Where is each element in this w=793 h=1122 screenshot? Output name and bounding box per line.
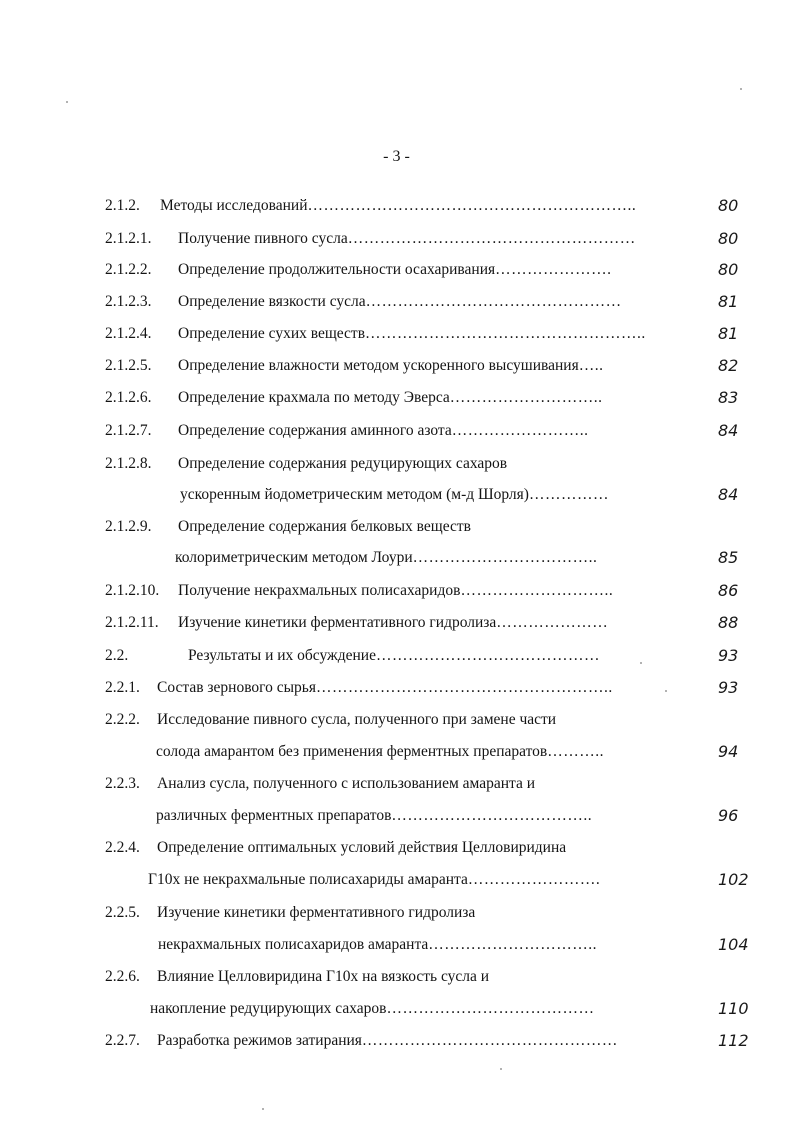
toc-leader-dots: ……………………….. (449, 389, 603, 406)
page-number: - 3 - (383, 148, 410, 165)
toc-entry-title (178, 323, 646, 345)
toc-leader-dots: ……………………….. (460, 582, 614, 599)
toc-entry-title-text: Изучение кинетики ферментативного гидролиза (157, 904, 476, 921)
toc-page-number: 83 (718, 388, 739, 407)
toc-entry-number: 2.1.2.2. (105, 261, 152, 278)
toc-entry-title (156, 741, 604, 763)
toc-entry-title-text: Получение некрахмальных полисахаридов (178, 582, 461, 599)
toc-leader-dots: …………………………………… (375, 647, 600, 664)
scan-speck (665, 690, 667, 692)
toc-entry-title-text: Определение оптимальных условий действия Целловиридина (157, 839, 567, 856)
scan-speck (262, 1108, 264, 1110)
toc-entry-number: 2.2.2. (105, 711, 140, 728)
toc-entry-title (157, 773, 535, 795)
toc-entry-title (148, 869, 600, 891)
toc-leader-dots: …………………………………………………….. (307, 197, 637, 214)
toc-entry-number: 2.2.3. (105, 775, 140, 792)
toc-entry-title (157, 709, 556, 731)
toc-leader-dots: …………………………………………….. (365, 325, 646, 342)
toc-entry-title (178, 355, 603, 377)
toc-entry-title (178, 516, 471, 538)
toc-entry-title-text: Определение крахмала по методу Эверса (178, 389, 450, 406)
toc-leader-dots: ………………………………………… (365, 293, 622, 310)
toc-entry-number: 2.1.2.8. (105, 455, 152, 472)
toc-entry-title (178, 228, 636, 250)
toc-entry-title (180, 484, 609, 506)
toc-entry-title (188, 645, 600, 667)
toc-entry-title-text: солода амарантом без применения ферментных препаратов (156, 743, 548, 760)
toc-entry-title-text: колориметрическим методом Лоури (175, 549, 413, 566)
toc-entry-title-text: накопление редуцирующих сахаров (150, 1000, 387, 1017)
toc-entry-title-text: Определение содержания редуцирующих сахаров (178, 455, 508, 472)
toc-entry-title (158, 934, 597, 956)
toc-entry-title-text: Определение продолжительности осахаривания (178, 261, 496, 278)
toc-leader-dots: ……………………………….. (391, 807, 593, 824)
toc-page-number: 93 (718, 678, 739, 697)
toc-entry-title (175, 547, 597, 569)
toc-entry-title (150, 998, 595, 1020)
toc-leader-dots: ………………………………… (386, 1000, 595, 1017)
scan-speck (640, 662, 642, 664)
toc-entry-title-text: Определение влажности методом ускоренного высушивания (178, 357, 579, 374)
toc-entry-title (178, 580, 613, 602)
toc-entry-title-text: Изучение кинетики ферментативного гидролиза (178, 614, 497, 631)
toc-page-number: 85 (718, 548, 739, 567)
toc-entry-number: 2.1.2.9. (105, 518, 152, 535)
scan-speck (740, 88, 742, 90)
toc-entry-title-text: Определение содержания аминного азота (178, 422, 452, 439)
toc-entry-number: 2.1.2.7. (105, 422, 152, 439)
toc-entry-title (157, 1030, 618, 1052)
toc-entry-title (178, 420, 589, 442)
toc-entry-title (178, 259, 612, 281)
toc-entry-number: 2.2.4. (105, 839, 140, 856)
toc-leader-dots: ………………………………………… (361, 1032, 618, 1049)
toc-entry-title-text: Результаты и их обсуждение (188, 647, 376, 664)
toc-entry-title-text: Г10х не некрахмальные полисахариды амаранта (148, 871, 468, 888)
toc-page-number: 80 (718, 196, 739, 215)
toc-entry-title (178, 612, 608, 634)
toc-leader-dots: …………………. (495, 261, 612, 278)
toc-entry-title-text: Методы исследований (160, 197, 308, 214)
toc-entry-title (156, 805, 592, 827)
toc-page-number: 86 (718, 581, 739, 600)
toc-entry-number: 2.1.2.4. (105, 325, 152, 342)
toc-leader-dots: ……………………. (467, 871, 601, 888)
toc-entry-number: 2.1.2.10. (105, 582, 160, 599)
toc-entry-number: 2.2.5. (105, 904, 140, 921)
scan-speck (500, 1068, 502, 1070)
toc-entry-number: 2.1.2.1. (105, 230, 152, 247)
toc-entry-number: 2.1.2. (105, 197, 140, 214)
toc-page-number: 84 (718, 421, 739, 440)
toc-leader-dots: ….. (578, 357, 604, 374)
toc-page-number: 102 (718, 870, 749, 889)
toc-entry-number: 2.1.2.6. (105, 389, 152, 406)
toc-page-number: 96 (718, 806, 739, 825)
scan-speck (66, 101, 68, 103)
toc-entry-title-text: Состав зернового сырья (157, 679, 316, 696)
toc-page-number: 104 (718, 935, 749, 954)
toc-leader-dots: ……….. (547, 743, 604, 760)
toc-entry-number: 2.1.2.3. (105, 293, 152, 310)
toc-entry-title-text: Исследование пивного сусла, полученного при замене части (157, 711, 557, 728)
toc-leader-dots: ………………………….. (428, 936, 598, 953)
toc-page-number: 81 (718, 292, 739, 311)
toc-page-number: 82 (718, 356, 739, 375)
toc-entry-title-text: Влияние Целловиридина Г10х на вязкость сусла и (157, 968, 490, 985)
toc-page-number: 84 (718, 485, 739, 504)
toc-entry-title (157, 837, 566, 859)
toc-entry-number: 2.2.7. (105, 1032, 140, 1049)
toc-entry-title (178, 387, 603, 409)
toc-entry-title (178, 291, 622, 313)
toc-page-number: 81 (718, 324, 739, 343)
toc-entry-number: 2.1.2.11. (105, 614, 159, 631)
toc-entry-number: 2.2. (105, 647, 129, 664)
toc-entry-title-text: Получение пивного сусла (178, 230, 348, 247)
toc-entry-number: 2.2.6. (105, 968, 140, 985)
toc-entry-title (157, 902, 475, 924)
toc-page-number: 80 (718, 229, 739, 248)
toc-entry-number: 2.2.1. (105, 679, 140, 696)
toc-page-number: 93 (718, 646, 739, 665)
toc-entry-title-text: Определение содержания белковых веществ (178, 518, 471, 535)
toc-entry-number: 2.1.2.5. (105, 357, 152, 374)
toc-entry-title-text: Определение вязкости сусла (178, 293, 366, 310)
toc-leader-dots: …………………….. (451, 422, 589, 439)
toc-entry-title-text: Определение сухих веществ (178, 325, 366, 342)
toc-leader-dots: …………………………….. (412, 549, 598, 566)
toc-entry-title-text: некрахмальных полисахаридов амаранта (158, 936, 429, 953)
toc-page-number: 110 (718, 999, 749, 1018)
toc-entry-title (160, 195, 636, 217)
toc-entry-title (178, 453, 507, 475)
toc-entry-title-text: ускоренным йодометрическим методом (м-д Шорля) (180, 486, 529, 503)
toc-entry-title-text: Анализ сусла, полученного с использованием амаранта и (157, 775, 536, 792)
toc-leader-dots: …………… (528, 486, 609, 503)
toc-page-number: 94 (718, 742, 739, 761)
toc-page-number: 80 (718, 260, 739, 279)
toc-leader-dots: ……………………………………………….. (316, 679, 613, 696)
toc-leader-dots: ……………………………………………… (347, 230, 636, 247)
toc-entry-title-text: Разработка режимов затирания (157, 1032, 362, 1049)
toc-page-number: 112 (718, 1031, 749, 1050)
toc-leader-dots: ………………… (496, 614, 609, 631)
toc-entry-title (157, 677, 613, 699)
toc-entry-title (157, 966, 489, 988)
toc-entry-title-text: различных ферментных препаратов (156, 807, 392, 824)
toc-page-number: 88 (718, 613, 739, 632)
